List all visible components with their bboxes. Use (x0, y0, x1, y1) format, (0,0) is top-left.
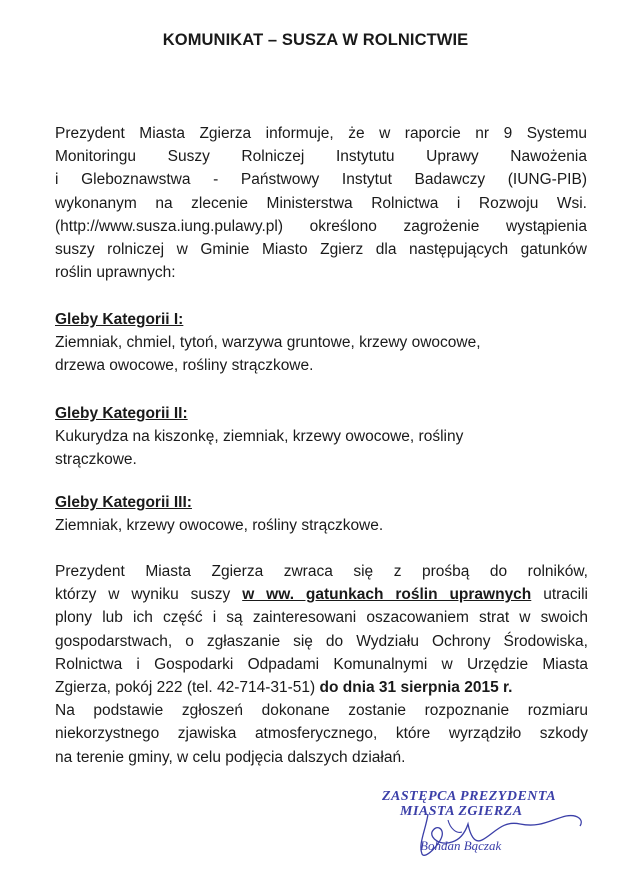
intro-line: Monitoringu Suszy Rolniczej Instytutu Uprawy Nawożenia (55, 148, 587, 166)
intro-paragraph (55, 122, 587, 284)
soil-category-1 (55, 308, 595, 378)
appeal-line: Na podstawie zgłoszeń dokonane zostanie rozpoznanie rozmiaru (55, 702, 588, 720)
appeal-text: Zgierza, pokój 222 (tel. 42-714-31-51) (55, 679, 320, 697)
category-heading: Gleby Kategorii I: (55, 311, 184, 328)
appeal-paragraph (55, 560, 588, 769)
intro-line: wykonanym na zlecenie Ministerstwa Rolnictwa i Rozwoju Wsi. (55, 194, 587, 212)
official-stamp (370, 784, 600, 864)
crop-emphasis: w ww. gatunkach roślin uprawnych (242, 586, 532, 604)
category-text: Ziemniak, krzewy owocowe, rośliny strączkowe. (55, 517, 384, 535)
appeal-line: gospodarstwach, o zgłaszanie się do Wydziału Ochrony Środowiska, (55, 632, 588, 650)
category-heading: Gleby Kategorii II: (55, 405, 188, 422)
intro-line: Prezydent Miasta Zgierza informuje, że w raporcie nr 9 Systemu (55, 125, 587, 142)
appeal-line: na terenie gminy, w celu podjęcia dalszych działań. (55, 748, 406, 766)
soil-category-3 (55, 491, 595, 537)
intro-line: roślin uprawnych: (55, 264, 176, 282)
deadline-emphasis: do dnia 31 sierpnia 2015 r. (319, 679, 513, 697)
appeal-line: Prezydent Miasta Zgierza zwraca się z prośbą do rolników, (55, 563, 588, 580)
category-heading: Gleby Kategorii III: (55, 494, 192, 511)
stamp-signatory-name: Bohdan Bączak (420, 838, 502, 853)
intro-line: (http://www.susza.iung.pulawy.pl) określono zagrożenie wystąpienia (55, 217, 587, 235)
appeal-line: plony lub ich część i są zainteresowani oszacowaniem strat w swoich (55, 609, 588, 627)
appeal-text: utracili (531, 586, 588, 604)
soil-category-2 (55, 402, 595, 472)
intro-line: i Gleboznawstwa - Państwowy Instytut Badawczy (IUNG-PIB) (55, 171, 587, 189)
appeal-line (55, 676, 588, 699)
intro-line: suszy rolniczej w Gminie Miasto Zgierz dla następujących gatunków (55, 241, 587, 259)
stamp-title: ZASTĘPCA PREZYDENTA (382, 789, 557, 804)
page-title: KOMUNIKAT – SUSZA W ROLNICTWIE (162, 31, 469, 49)
category-text: Ziemniak, chmiel, tytoń, warzywa gruntowe, krzewy owocowe, (55, 334, 481, 352)
stamp-office: MIASTA ZGIERZA (400, 804, 523, 819)
appeal-text: którzy w wyniku suszy (55, 586, 243, 604)
appeal-line (55, 583, 588, 606)
category-text: Kukurydza na kiszonkę, ziemniak, krzewy owocowe, rośliny (55, 428, 464, 446)
appeal-line: Rolnictwa i Gospodarki Odpadami Komunalnymi w Urzędzie Miasta (55, 655, 588, 673)
appeal-line: niekorzystnego zjawiska atmosferycznego, które wyrządziło szkody (55, 725, 588, 743)
category-text: drzewa owocowe, rośliny strączkowe. (55, 357, 314, 375)
category-text: strączkowe. (55, 451, 137, 469)
